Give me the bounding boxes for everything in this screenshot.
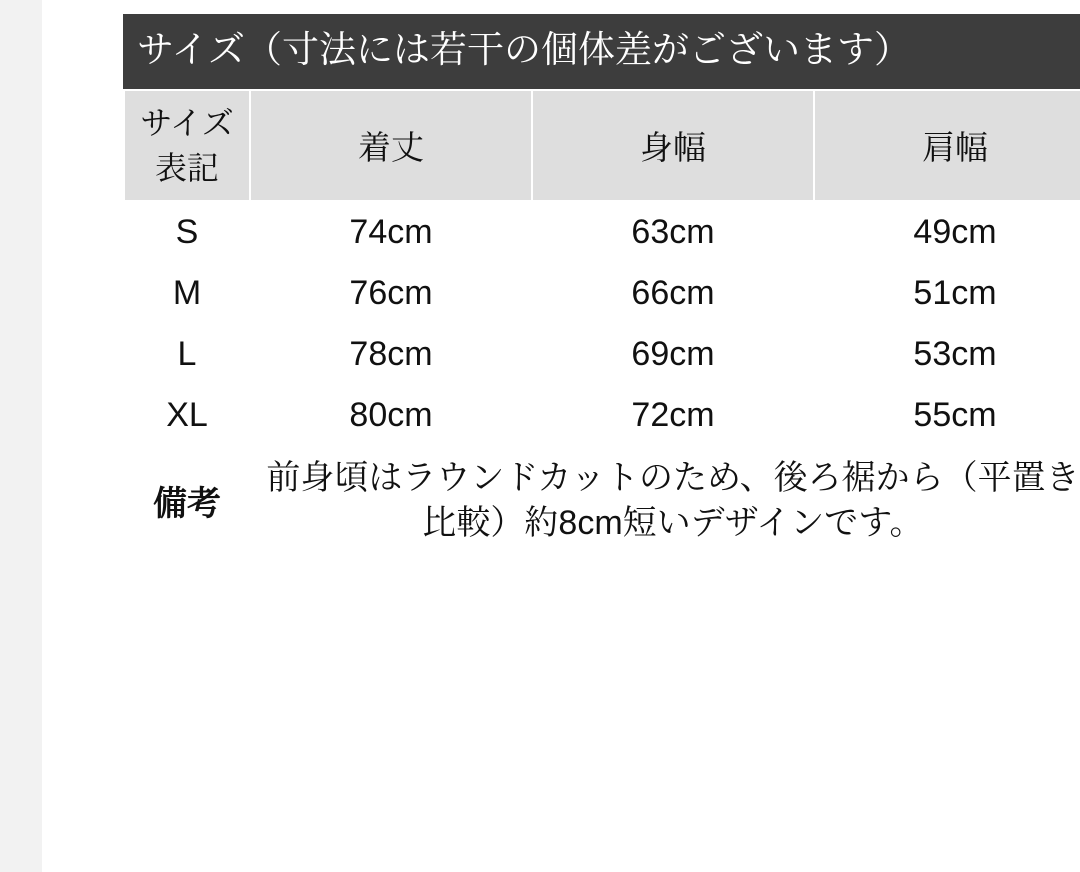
content-card [42,0,1080,872]
cell-width: 72cm [532,385,814,446]
cell-length: 76cm [250,263,532,324]
size-table-body [124,201,1080,560]
header-length: 着丈 [250,90,532,200]
cell-length: 80cm [250,385,532,446]
notes-row [124,446,1080,560]
cell-size: M [124,263,250,324]
cell-width: 66cm [532,263,814,324]
cell-width: 69cm [532,324,814,385]
cell-shoulder: 55cm [814,385,1080,446]
notes-text: 前身頃はラウンドカットのため、後ろ裾から（平置き比較）約8cm短いデザインです。 [250,446,1080,560]
size-table-container [123,14,1080,560]
cell-size: L [124,324,250,385]
table-row [124,201,1080,263]
header-shoulder: 肩幅 [814,90,1080,200]
cell-shoulder: 51cm [814,263,1080,324]
cell-shoulder: 53cm [814,324,1080,385]
cell-size: XL [124,385,250,446]
cell-length: 74cm [250,201,532,263]
header-row [124,90,1080,200]
cell-width: 63cm [532,201,814,263]
header-width: 身幅 [532,90,814,200]
table-row [124,385,1080,446]
cell-length: 78cm [250,324,532,385]
size-table [123,14,1080,560]
table-row [124,324,1080,385]
header-size-label: サイズ表記 [124,90,250,200]
notes-label: 備考 [124,446,250,560]
size-table-header [124,90,1080,200]
size-table-title: サイズ（寸法には若干の個体差がございます） [123,14,1080,89]
cell-shoulder: 49cm [814,201,1080,263]
table-row [124,263,1080,324]
cell-size: S [124,201,250,263]
